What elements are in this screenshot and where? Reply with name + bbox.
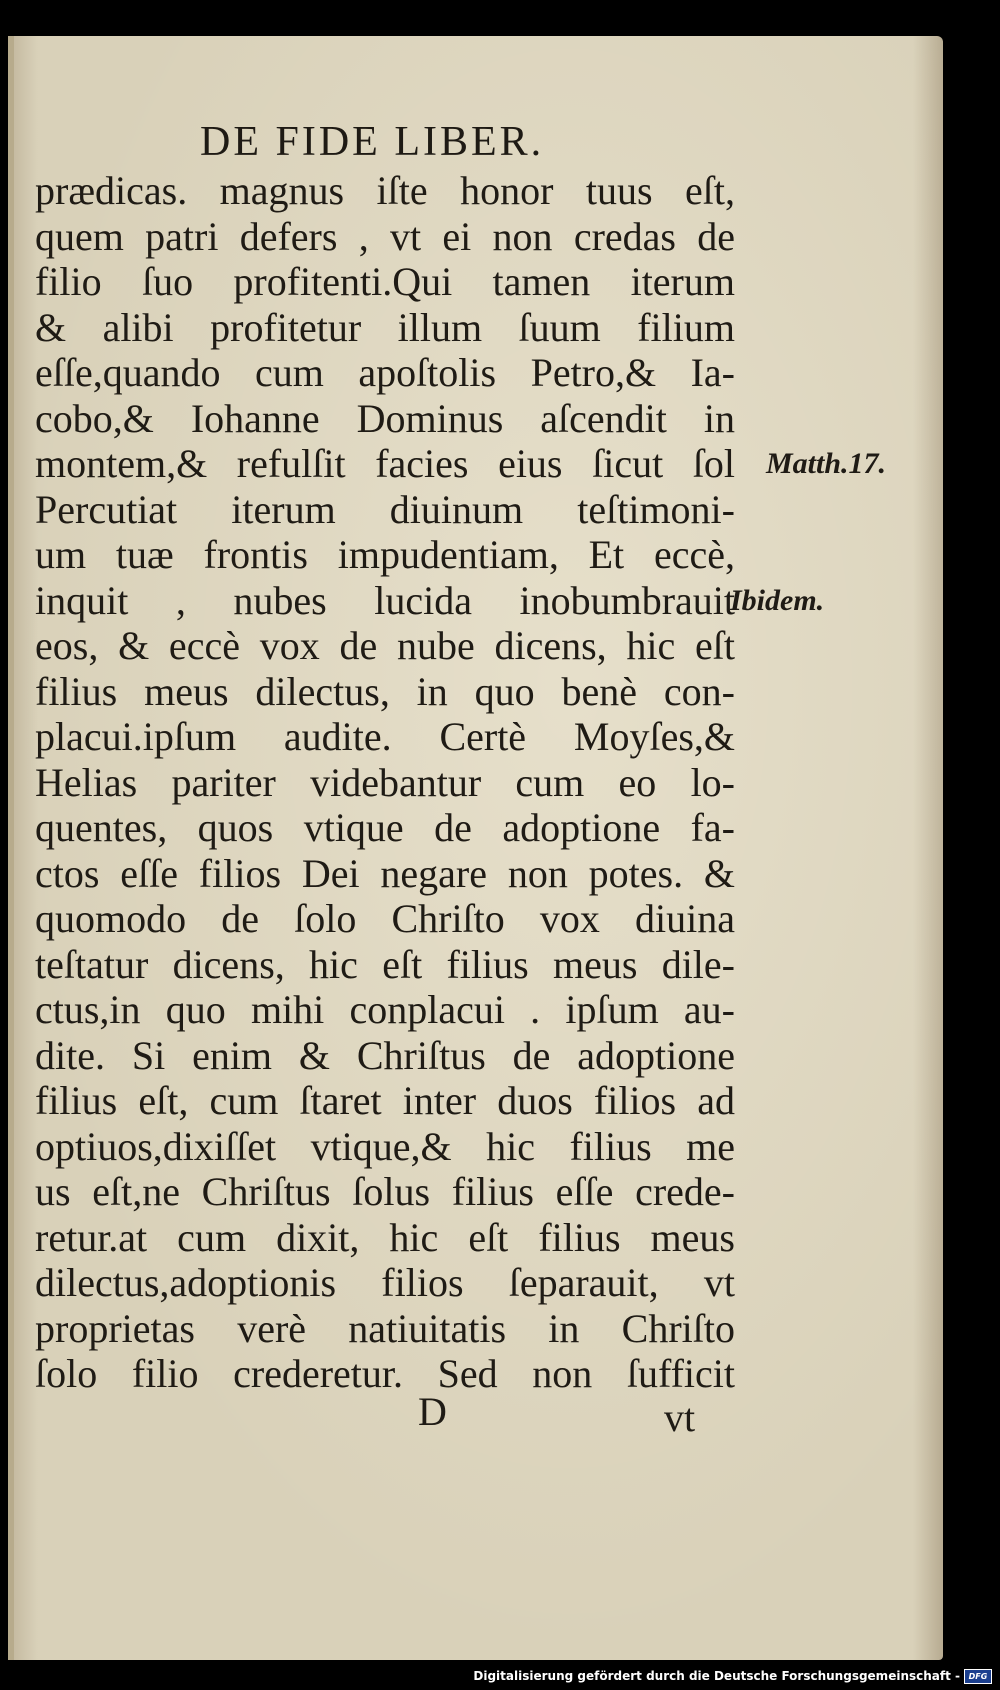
text-line: filio ſuo profitenti.Qui tamen iterum: [35, 259, 735, 304]
text-line: um tuæ frontis impudentiam, Et eccè,: [35, 532, 735, 577]
running-head: DE FIDE LIBER.: [200, 119, 545, 165]
text-line: optiuos,dixiſſet vtique,& hic filius me: [35, 1123, 735, 1169]
body-text: [35, 168, 735, 1397]
text-line: quem patri defers , vt ei non credas de: [35, 213, 735, 259]
text-line: retur.at cum dixit, hic eſt filius meus: [35, 1214, 735, 1260]
text-line: eos, & eccè vox de nube dicens, hic eſt: [35, 623, 735, 668]
marginal-note: Ibidem.: [730, 583, 825, 617]
text-line: ctus,in quo mihi conplacui . ipſum au-: [35, 987, 735, 1032]
text-line: & alibi profitetur illum ſuum filium: [35, 304, 735, 350]
text-line: prædicas. magnus iſte honor tuus eſt,: [35, 168, 735, 213]
text-line: Helias pariter videbantur cum eo lo-: [35, 759, 735, 805]
text-line: eſſe,quando cum apoſtolis Petro,& Ia-: [35, 350, 735, 395]
text-line: ſolo filio crederetur. Sed non ſufficit: [35, 1351, 735, 1396]
page-gutter-edge: [8, 36, 14, 1660]
text-line: inquit , nubes lucida inobumbrauit: [35, 577, 735, 623]
text-line: us eſt,ne Chriſtus ſolus filius eſſe crede-: [35, 1169, 735, 1214]
marginal-note: Matth.17.: [766, 447, 887, 480]
text-line: cobo,& Iohanne Dominus aſcendit in: [35, 395, 735, 441]
text-line: montem,& refulſit facies eius ſicut ſol: [35, 441, 735, 486]
text-line: teſtatur dicens, hic eſt filius meus dile-: [35, 941, 735, 987]
text-line: dite. Si enim & Chriſtus de adoptione: [35, 1032, 735, 1078]
text-line: placui.ipſum audite. Certè Moyſes,&: [35, 714, 735, 759]
text-line: quomodo de ſolo Chriſto vox diuina: [35, 896, 735, 941]
footer-credit: Digitalisierung gefördert durch die Deutsche Forschungsgemeinschaft -: [473, 1669, 960, 1683]
digitization-footer: [473, 1666, 992, 1686]
text-line: proprietas verè natiuitatis in Chriſto: [35, 1305, 735, 1351]
catchword: vt: [664, 1395, 696, 1440]
text-line: ctos eſſe filios Dei negare non potes. &: [35, 850, 735, 896]
text-line: dilectus,adoptionis filios ſeparauit, vt: [35, 1260, 735, 1305]
text-line: Percutiat iterum diuinum teſtimoni-: [35, 486, 735, 532]
text-line: quentes, quos vtique de adoptione fa-: [35, 805, 735, 850]
text-line: filius meus dilectus, in quo benè con-: [35, 668, 735, 714]
dfg-logo-icon: DFG: [964, 1669, 992, 1684]
text-line: filius eſt, cum ſtaret inter duos filios ad: [35, 1078, 735, 1123]
signature-mark: D: [418, 1389, 447, 1434]
